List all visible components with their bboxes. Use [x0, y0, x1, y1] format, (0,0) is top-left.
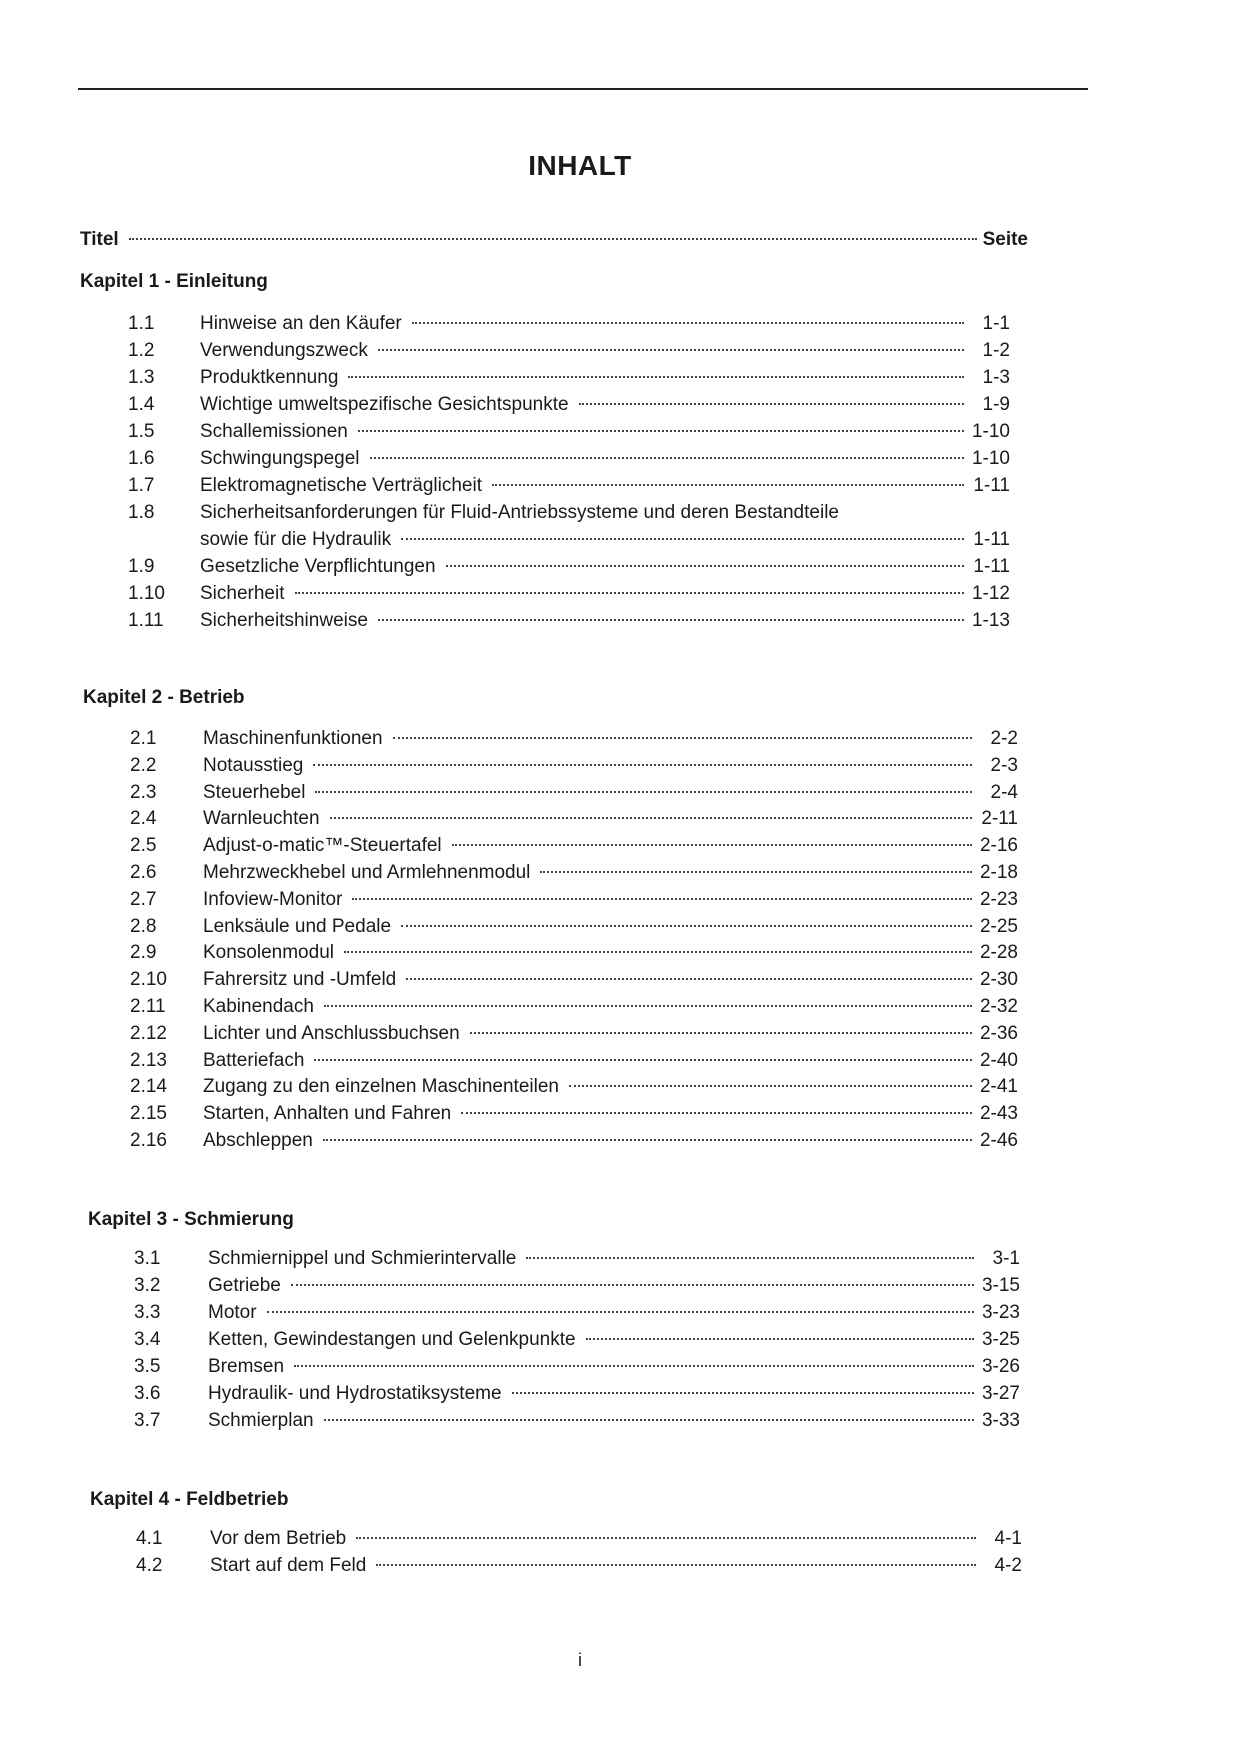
- toc-entry-title: Wichtige umweltspezifische Gesichtspunkte: [200, 394, 569, 415]
- toc-entry[interactable]: [128, 339, 1010, 363]
- toc-entry-number: 1.11: [128, 610, 164, 631]
- toc-entry-number: 2.8: [130, 915, 157, 937]
- toc-entry[interactable]: [130, 834, 1018, 858]
- toc-entry-number: 3.4: [134, 1329, 161, 1350]
- toc-entry-number: 2.16: [130, 1130, 167, 1151]
- toc-leader: [129, 238, 977, 240]
- toc-entry-title: Produktkennung: [200, 367, 339, 388]
- toc-entry-number: 2.4: [130, 808, 157, 830]
- toc-entry-title: Maschinenfunktionen: [203, 728, 383, 749]
- toc-entry-title: Gesetzliche Verpflichtungen: [200, 556, 436, 577]
- toc-leader: [401, 925, 972, 927]
- toc-entry-number: 2.5: [130, 835, 157, 857]
- toc-entry-page: 2-23: [979, 888, 1018, 910]
- toc-entry-title: Fahrersitz und -Umfeld: [203, 969, 397, 991]
- toc-entry-page: 2-36: [979, 1022, 1018, 1044]
- toc-leader: [376, 1564, 976, 1566]
- toc-entry-page: 2-18: [979, 862, 1018, 883]
- toc-leader: [492, 484, 964, 486]
- page-title: INHALT: [528, 150, 632, 181]
- toc-entry-number: 2.10: [130, 969, 167, 991]
- toc-entry-page: 1-11: [973, 529, 1010, 550]
- toc-entry-title: Start auf dem Feld: [210, 1555, 367, 1576]
- toc-entry-number: 2.1: [130, 728, 157, 749]
- toc-entry-page: 1-10: [971, 448, 1010, 469]
- toc-entry-title: Konsolenmodul: [203, 942, 334, 964]
- toc-leader: [406, 978, 972, 980]
- toc-entry-page: 2-4: [990, 781, 1018, 803]
- toc-entry[interactable]: [130, 861, 1018, 885]
- toc-leader: [526, 1257, 974, 1259]
- toc-leader: [452, 844, 972, 846]
- toc-entry[interactable]: [134, 1355, 1020, 1379]
- toc-entry-number: 2.14: [130, 1076, 167, 1098]
- toc-leader: [378, 349, 964, 351]
- toc-entry-number: 4.1: [136, 1528, 163, 1549]
- toc-entry[interactable]: [134, 1301, 1020, 1325]
- toc-entry[interactable]: [134, 1247, 1020, 1271]
- toc-leader: [393, 737, 972, 739]
- toc-entry-page: 1-10: [971, 421, 1010, 442]
- toc-entry[interactable]: [128, 555, 1010, 579]
- toc-entry-title: Mehrzweckhebel und Armlehnenmodul: [203, 862, 531, 883]
- toc-entry-number: 2.13: [130, 1049, 167, 1071]
- toc-entry-page: 2-28: [979, 942, 1018, 964]
- toc-entry-number: 2.6: [130, 862, 157, 883]
- toc-entry-page: 2-46: [979, 1130, 1018, 1151]
- toc-entry-page: 4-1: [994, 1528, 1022, 1549]
- toc-entry-number: 4.2: [136, 1555, 163, 1576]
- toc-entry[interactable]: [130, 807, 1018, 831]
- toc-entry-number: 3.3: [134, 1302, 161, 1323]
- toc-leader: [324, 1005, 972, 1007]
- toc-leader: [370, 457, 964, 459]
- toc-entry-title: Schmiernippel und Schmierintervalle: [208, 1248, 517, 1269]
- toc-entry-title: Getriebe: [208, 1275, 281, 1296]
- toc-entry-number: 2.9: [130, 942, 157, 964]
- toc-entry[interactable]: [136, 1527, 1022, 1551]
- toc-entry-number: 1.1: [128, 313, 155, 334]
- toc-entry-title: Zugang zu den einzelnen Maschinenteilen: [203, 1076, 559, 1098]
- toc-entry-number: 2.11: [130, 996, 166, 1017]
- toc-entry-title: Sicherheitsanforderungen für Fluid-Antriebssysteme und deren Bestandteile: [200, 502, 839, 523]
- toc-entry-number: 1.10: [128, 583, 165, 604]
- toc-entry-page: 1-1: [982, 313, 1010, 334]
- toc-entry-page: 2-16: [979, 835, 1018, 857]
- toc-entry-title: Schwingungspegel: [200, 448, 360, 469]
- toc-entry-number: 2.7: [130, 888, 157, 910]
- toc-entry-number: 3.5: [134, 1356, 161, 1377]
- toc-entry-title: Lichter und Anschlussbuchsen: [203, 1022, 460, 1044]
- toc-entry-page: 2-30: [979, 969, 1018, 991]
- chapter-heading: Kapitel 4 - Feldbetrieb: [90, 1489, 289, 1510]
- toc-entry-title: Batteriefach: [203, 1049, 305, 1071]
- toc-entry-title: Kabinendach: [203, 996, 314, 1017]
- toc-entry-title: Notausstieg: [203, 754, 304, 776]
- chapter-heading: Kapitel 3 - Schmierung: [88, 1209, 294, 1230]
- toc-entry[interactable]: [128, 312, 1010, 336]
- toc-entry-title: Starten, Anhalten und Fahren: [203, 1103, 452, 1125]
- toc-entry[interactable]: [128, 474, 1010, 498]
- toc-entry-page: 4-2: [994, 1555, 1022, 1576]
- toc-entry[interactable]: [134, 1409, 1020, 1433]
- toc-entry-title: Adjust-o-matic™-Steuertafel: [203, 835, 442, 857]
- toc-entry-number: 1.8: [128, 502, 155, 523]
- toc-entry-title: Motor: [208, 1302, 257, 1323]
- toc-entry[interactable]: [130, 781, 1018, 805]
- toc-entry-number: 1.2: [128, 340, 155, 361]
- toc-leader: [330, 817, 972, 819]
- toc-entry[interactable]: [128, 528, 1010, 552]
- toc-entry-title: Infoview-Monitor: [203, 888, 343, 910]
- toc-entry-page: 3-25: [981, 1329, 1020, 1350]
- chapter-heading: Kapitel 2 - Betrieb: [83, 687, 245, 708]
- toc-leader: [461, 1112, 972, 1114]
- toc-entry-title: Abschleppen: [203, 1130, 313, 1151]
- toc-leader: [540, 871, 972, 873]
- toc-leader: [586, 1338, 974, 1340]
- toc-leader: [356, 1537, 976, 1539]
- toc-entry-page: 3-15: [981, 1275, 1020, 1296]
- toc-entry[interactable]: [128, 447, 1010, 471]
- toc-entry[interactable]: [130, 1049, 1018, 1073]
- toc-leader: [470, 1032, 972, 1034]
- toc-entry-number: 1.4: [128, 394, 155, 415]
- toc-entry-number: 2.15: [130, 1103, 167, 1125]
- toc-leader: [313, 764, 972, 766]
- toc-entry-page: 3-23: [981, 1302, 1020, 1323]
- toc-entry-number: 1.5: [128, 421, 155, 442]
- chapter-heading: Kapitel 1 - Einleitung: [80, 271, 268, 292]
- toc-entry-number: 3.2: [134, 1275, 161, 1296]
- toc-entry-number: 3.1: [134, 1248, 161, 1269]
- toc-entry-title: Hydraulik- und Hydrostatiksysteme: [208, 1383, 502, 1404]
- toc-leader: [512, 1392, 974, 1394]
- toc-entry-page: 3-1: [992, 1248, 1020, 1269]
- toc-entry-page: 1-13: [971, 610, 1010, 631]
- toc-entry-title: Lenksäule und Pedale: [203, 915, 392, 937]
- toc-entry-number: 2.2: [130, 754, 157, 776]
- toc-entry-page: 1-11: [973, 556, 1010, 577]
- toc-entry-page: 2-25: [979, 915, 1018, 937]
- toc-entry-number: 3.6: [134, 1383, 161, 1404]
- toc-header-row: [80, 228, 1028, 252]
- toc-entry-number: 2.3: [130, 781, 157, 803]
- toc-leader: [291, 1284, 974, 1286]
- toc-entry[interactable]: [130, 1075, 1018, 1099]
- toc-entry[interactable]: [128, 609, 1010, 633]
- toc-entry[interactable]: [136, 1554, 1022, 1578]
- toc-entry-title: Warnleuchten: [203, 808, 320, 830]
- toc-entry-page: 2-43: [979, 1103, 1018, 1125]
- toc-entry[interactable]: [130, 888, 1018, 912]
- toc-leader: [314, 1059, 972, 1061]
- toc-entry-page: 2-40: [979, 1049, 1018, 1071]
- toc-entry[interactable]: [130, 1022, 1018, 1046]
- toc-entry-page: 2-11: [981, 808, 1018, 830]
- toc-entry-number: 3.7: [134, 1410, 161, 1431]
- toc-entry-page: 2-32: [979, 996, 1018, 1017]
- toc-leader: [446, 565, 964, 567]
- toc-entry-title: Vor dem Betrieb: [210, 1528, 347, 1549]
- toc-entry-number: 1.9: [128, 556, 155, 577]
- toc-entry-title: Schallemissionen: [200, 421, 348, 442]
- toc-leader: [267, 1311, 974, 1313]
- toc-entry-title: Steuerhebel: [203, 781, 306, 803]
- toc-entry-number: 1.6: [128, 448, 155, 469]
- toc-entry[interactable]: [128, 582, 1010, 606]
- toc-entry[interactable]: [128, 501, 1010, 525]
- toc-entry-number: 1.3: [128, 367, 155, 388]
- toc-entry[interactable]: [128, 366, 1010, 390]
- toc-leader: [401, 538, 964, 540]
- toc-entry[interactable]: [130, 727, 1018, 751]
- toc-entry-title: Sicherheitshinweise: [200, 610, 368, 631]
- toc-entry[interactable]: [130, 968, 1018, 992]
- toc-leader: [324, 1419, 974, 1421]
- toc-entry-title: Bremsen: [208, 1356, 285, 1377]
- toc-leader: [348, 376, 964, 378]
- toc-entry-page: 1-3: [982, 367, 1010, 388]
- toc-entry[interactable]: [134, 1274, 1020, 1298]
- toc-leader: [344, 951, 972, 953]
- toc-entry-page: 2-2: [990, 728, 1018, 749]
- toc-leader: [294, 1365, 974, 1367]
- toc-entry-page: 1-12: [971, 583, 1010, 604]
- toc-leader: [412, 322, 964, 324]
- toc-entry-title: Hinweise an den Käufer: [200, 313, 402, 334]
- toc-leader: [378, 619, 964, 621]
- toc-entry-number: 1.7: [128, 475, 155, 496]
- toc-entry[interactable]: [134, 1382, 1020, 1406]
- toc-leader: [315, 791, 972, 793]
- toc-entry-title: Elektromagnetische Verträglicheit: [200, 475, 482, 496]
- toc-entry[interactable]: [130, 995, 1018, 1019]
- toc-entry[interactable]: [134, 1328, 1020, 1352]
- top-rule: [78, 88, 1088, 90]
- toc-entry[interactable]: [130, 941, 1018, 965]
- toc-entry-page: 3-27: [981, 1383, 1020, 1404]
- toc-entry-title: Verwendungszweck: [200, 340, 368, 361]
- toc-leader: [323, 1139, 972, 1141]
- toc-leader: [295, 592, 965, 594]
- toc-entry[interactable]: [128, 393, 1010, 417]
- toc-entry-page: 1-9: [982, 394, 1010, 415]
- toc-header-right: Seite: [982, 229, 1028, 250]
- toc-entry-number: 2.12: [130, 1022, 167, 1044]
- toc-entry[interactable]: [130, 754, 1018, 778]
- toc-entry-title: Ketten, Gewindestangen und Gelenkpunkte: [208, 1329, 576, 1350]
- toc-entry-page: 1-11: [973, 475, 1010, 496]
- toc-entry-title: Sicherheit: [200, 583, 285, 604]
- toc-entry[interactable]: [130, 1102, 1018, 1126]
- toc-entry[interactable]: [130, 915, 1018, 939]
- toc-entry-page: 3-26: [981, 1356, 1020, 1377]
- toc-entry-page: 2-41: [979, 1076, 1018, 1098]
- page-number: i: [578, 1650, 582, 1670]
- toc-header-left: Titel: [80, 229, 119, 250]
- toc-leader: [352, 898, 972, 900]
- toc-entry-page: 3-33: [981, 1410, 1020, 1431]
- toc-entry[interactable]: [130, 1129, 1018, 1153]
- toc-leader: [569, 1085, 972, 1087]
- toc-leader: [358, 430, 964, 432]
- toc-entry-page: 1-2: [982, 340, 1010, 361]
- toc-entry-page: 2-3: [990, 754, 1018, 776]
- toc-entry[interactable]: [128, 420, 1010, 444]
- toc-entry-title: Schmierplan: [208, 1410, 314, 1431]
- toc-leader: [579, 403, 964, 405]
- toc-entry-title: sowie für die Hydraulik: [200, 529, 392, 550]
